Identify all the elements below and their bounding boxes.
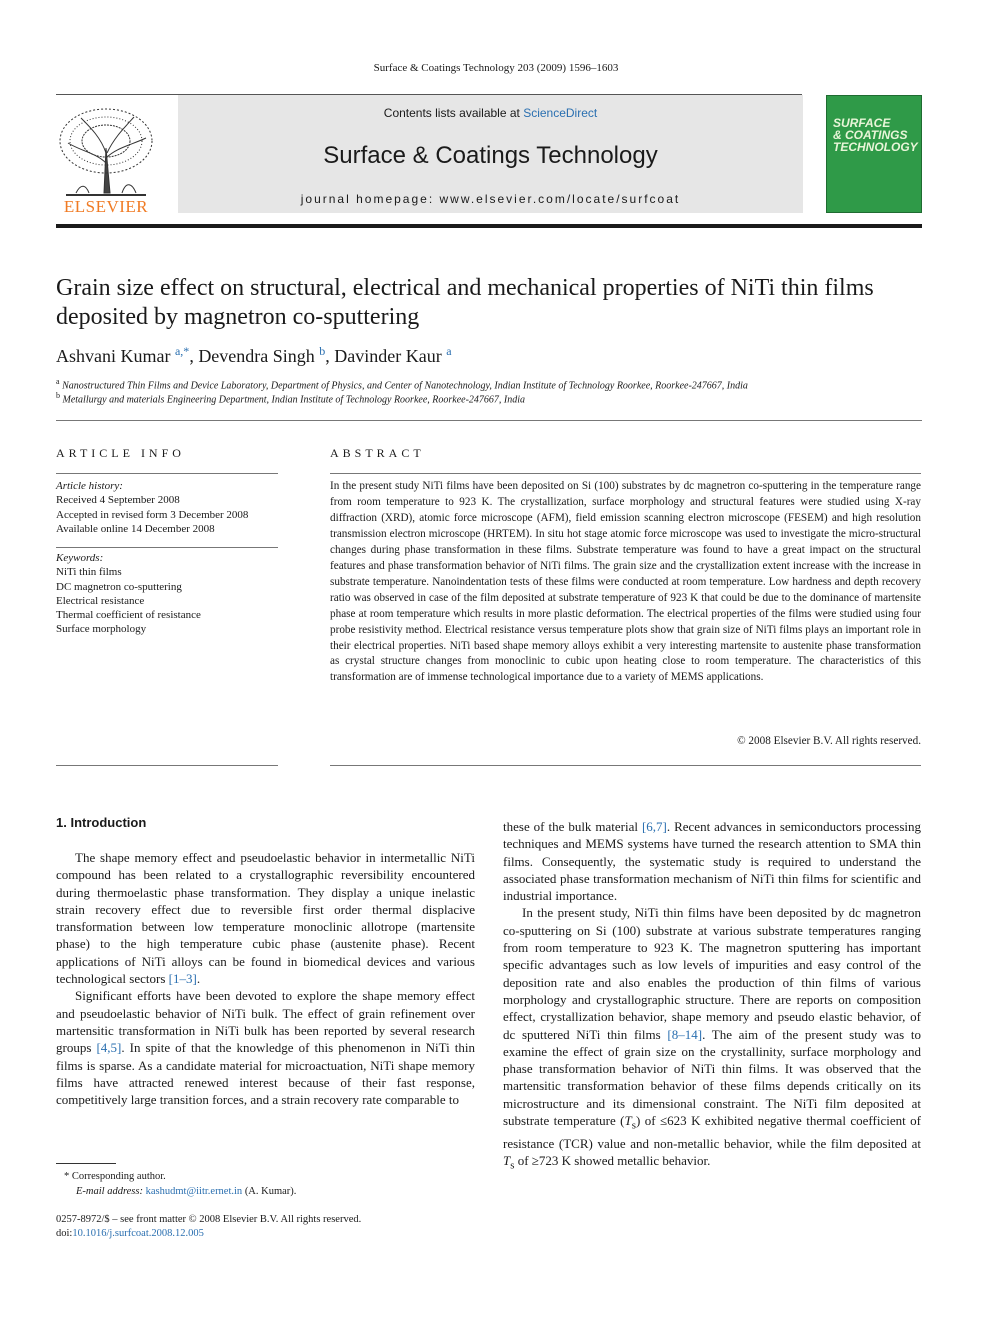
keywords-block bbox=[56, 551, 278, 637]
elsevier-wordmark: ELSEVIER bbox=[63, 197, 149, 216]
email-note bbox=[76, 1185, 496, 1200]
symbol-ts-subscript: s bbox=[631, 1119, 636, 1132]
history-online: Available online 14 December 2008 bbox=[56, 522, 215, 535]
symbol-ts-subscript: s bbox=[510, 1159, 515, 1172]
paragraph-text: ) of ≤623 K exhibited negative thermal coefficient of resistance (TCR) value and non-metallic behavior, while the film deposited at bbox=[503, 1113, 921, 1151]
keyword-item: NiTi thin films bbox=[56, 566, 122, 579]
article-title-line2: deposited by magnetron co-sputtering bbox=[56, 304, 420, 330]
email-after: (A. Kumar). bbox=[242, 1186, 297, 1197]
affiliation-mark: a bbox=[56, 377, 60, 386]
body-column-right bbox=[503, 818, 921, 1175]
affiliation-a bbox=[56, 377, 922, 391]
author-name: Davinder Kaur bbox=[334, 346, 442, 366]
paragraph-text: . The aim of the present study was to examine the effect of grain size on the crystallinity, surface morphology and phase transformation behavior of NiTi thin films. It was observed that the martensitic transformation behavior of these films depends critically on its microstructure and its dimensional constraint. The NiTi film deposited at substrate temperature ( bbox=[503, 1026, 921, 1129]
section-divider bbox=[56, 420, 922, 421]
paragraph-text: . Recent advances in semiconductors processing techniques and MEMS systems have turned the research attention to SMA thin films. Consequently, the systematic study is required to understand the associated phase transformation mechanism of NiTi thin films for scientific and industrial importance. bbox=[503, 819, 921, 904]
history-received: Received 4 September 2008 bbox=[56, 494, 180, 507]
cover-title-line1: SURFACE bbox=[833, 116, 891, 130]
article-title bbox=[56, 274, 926, 332]
author-name: Devendra Singh bbox=[198, 346, 315, 366]
introduction-heading: 1. Introduction bbox=[56, 815, 147, 830]
article-info-heading: ARTICLE INFO bbox=[56, 446, 185, 460]
corresponding-author-note: * Corresponding author. bbox=[64, 1171, 166, 1182]
issn-line: 0257-8972/$ – see front matter © 2008 Elsevier B.V. All rights reserved. bbox=[56, 1214, 362, 1225]
citation-link[interactable]: [8–14] bbox=[667, 1026, 703, 1042]
paragraph-text: these of the bulk material bbox=[503, 819, 642, 834]
citation-link[interactable]: [6,7] bbox=[641, 819, 667, 834]
author-separator: , bbox=[325, 346, 335, 366]
running-header: Surface & Coatings Technology 203 (2009) 1596–1603 bbox=[373, 62, 619, 74]
paragraph-text: . In spite of that the knowledge of this phenomenon in NiTi thin films is sparse. As a candidate material for microactuation, NiTi shape memory films have attracted renewed interest because of their fast response, competitively large transition forces, and a strain recovery rate comparable to bbox=[56, 1040, 475, 1108]
sciencedirect-link[interactable]: ScienceDirect bbox=[523, 106, 598, 120]
keyword-item: Surface morphology bbox=[56, 623, 147, 636]
abstract-copyright: © 2008 Elsevier B.V. All rights reserved. bbox=[737, 735, 921, 747]
paragraph-text: The shape memory effect and pseudoelastic behavior in intermetallic NiTi compound has been related to a crystallographic reversibility encountered during thermoelastic phase transformation. They display a unique inelastic strain recovery effect due to reversible first order thermal displacive transformation between low temperature monoclinic allotrope (martensite phase) to the high temperature cubic phase (austenite phase). Recent applications of NiTi alloys can be found in biomedical devices and various technological sectors bbox=[56, 850, 475, 987]
affiliation-text: Nanostructured Thin Films and Device Laboratory, Department of Physics, and Center of Nanotechnology, Indian Institute of Technology Roorkee, Roorkee-247667, India bbox=[62, 380, 748, 392]
article-title-line1: Grain size effect on structural, electrical and mechanical properties of NiTi thin films bbox=[56, 275, 874, 301]
intro-paragraph-4 bbox=[503, 904, 921, 1175]
header-rule bbox=[56, 224, 922, 228]
abstract-heading: ABSTRACT bbox=[330, 446, 425, 460]
contents-prefix: Contents lists available at bbox=[383, 106, 524, 120]
paragraph-text: of ≥723 K showed metallic behavior. bbox=[514, 1153, 711, 1169]
intro-paragraph-1 bbox=[56, 849, 475, 987]
article-info-bottom-rule bbox=[56, 765, 278, 766]
journal-homepage[interactable]: journal homepage: www.elsevier.com/locate/surfcoat bbox=[300, 192, 681, 206]
paragraph-text: Significant efforts have been devoted to explore the shape memory effect and pseudoelastic behavior of NiTi bulk. The effect of grain refinement over martensitic transformation in NiTi bulk has been reported by several research groups bbox=[56, 988, 475, 1056]
doi-link[interactable]: 10.1016/j.surfcoat.2008.12.005 bbox=[72, 1228, 204, 1239]
cover-title-line3: TECHNOLOGY bbox=[833, 140, 918, 154]
author-affil-mark[interactable]: a,* bbox=[174, 344, 190, 358]
paragraph-text: . bbox=[196, 971, 201, 987]
affiliation-b bbox=[56, 391, 922, 405]
abstract-bottom-rule bbox=[330, 765, 921, 766]
author-list bbox=[56, 344, 922, 367]
email-label: E-mail address: bbox=[76, 1186, 146, 1197]
citation-link[interactable]: [4,5] bbox=[96, 1040, 122, 1056]
paragraph-text: In the present study, NiTi thin films have been deposited by dc magnetron co-sputtering on Si (100) substrate at various substrate temperatures ranging from room temperature to 923 K. The magnetron sputtering has important specific advantages such as low levels of impurities and easy control of the deposition rate and also enables the production of thin films of various morphology and crystallographic structure. There are reports on composition effect, crystallization behavior, shape memory and pseudo elastic behavior, of dc sputtered NiTi thin films bbox=[503, 905, 921, 1042]
keyword-item: DC magnetron co-sputtering bbox=[56, 580, 182, 593]
footnote-rule bbox=[56, 1163, 116, 1164]
doi-label: doi: bbox=[56, 1228, 73, 1239]
symbol-ts: T bbox=[503, 1153, 511, 1169]
author-name: Ashvani Kumar bbox=[56, 346, 171, 366]
author-separator: , bbox=[189, 346, 199, 366]
doi-line bbox=[56, 1227, 476, 1242]
keyword-item: Electrical resistance bbox=[56, 594, 145, 607]
article-info-rule bbox=[56, 473, 278, 474]
symbol-ts: T bbox=[624, 1113, 632, 1129]
history-accepted: Accepted in revised form 3 December 2008 bbox=[56, 508, 249, 521]
abstract-rule bbox=[330, 473, 921, 474]
citation-link[interactable]: [1–3] bbox=[168, 971, 197, 987]
body-column-left bbox=[56, 849, 475, 1108]
abstract-text: In the present study NiTi films have been deposited on Si (100) substrates by dc magnetron co-sputtering in the temperature range from room temperature to 923 K. The crystallization, surface morphology and structural features were studied using X-ray diffraction (XRD), atomic force microscope (AFM), field emission scanning electron microscope (FESEM) and high resolution transmission electron microscope (HRTEM). In situ hot stage atomic force microscope was used to investigate the micro-structural changes during phase transformation in these films. Substrate temperature was found to have a great impact on the structural features and phase transformation behavior of NiTi films. The grain size and the crystallization extent increase with the increase in substrate temperature. Nanoindentation tests of these films were conducted at room temperature. Low hardness and depth recovery ratio was observed in case of the film deposited at substrate temperature of 923 K that could be due to the dominance of martensite phase at room temperature which results in more plastic deformation. The electrical properties of the films were studied using four probe resistivity method. Electrical resistance versus temperature plots show that grain size of NiTi films plays an important role in their electrical properties. NiTi based shape memory alloys exhibit a very interesting martensite to austenite phase transformation as crystal structure changes from monoclinic to cubic upon heating close to room temperature. The characteristics of this transformation are of immense technological importance due to a variety of MEMS applications. bbox=[330, 480, 921, 684]
email-link[interactable]: kashudmt@iitr.ernet.in bbox=[145, 1186, 243, 1197]
author-affil-mark[interactable]: a bbox=[446, 344, 452, 358]
keyword-item: Thermal coefficient of resistance bbox=[56, 609, 201, 622]
article-history bbox=[56, 479, 278, 536]
intro-paragraph-3 bbox=[503, 818, 921, 904]
journal-cover-thumbnail bbox=[826, 95, 922, 213]
history-label: Article history: bbox=[56, 480, 123, 492]
intro-paragraph-2 bbox=[56, 987, 475, 1108]
keywords-label: Keywords: bbox=[56, 552, 104, 564]
keywords-rule bbox=[56, 547, 278, 548]
journal-title: Surface & Coatings Technology bbox=[323, 142, 658, 169]
affiliation-mark: b bbox=[56, 391, 60, 400]
contents-availability bbox=[178, 106, 803, 120]
author-affil-mark[interactable]: b bbox=[319, 344, 326, 358]
affiliation-text: Metallurgy and materials Engineering Department, Indian Institute of Technology Roorkee, Roorkee-247667, India bbox=[62, 394, 526, 406]
cover-title-line2: & COATINGS bbox=[833, 128, 908, 142]
